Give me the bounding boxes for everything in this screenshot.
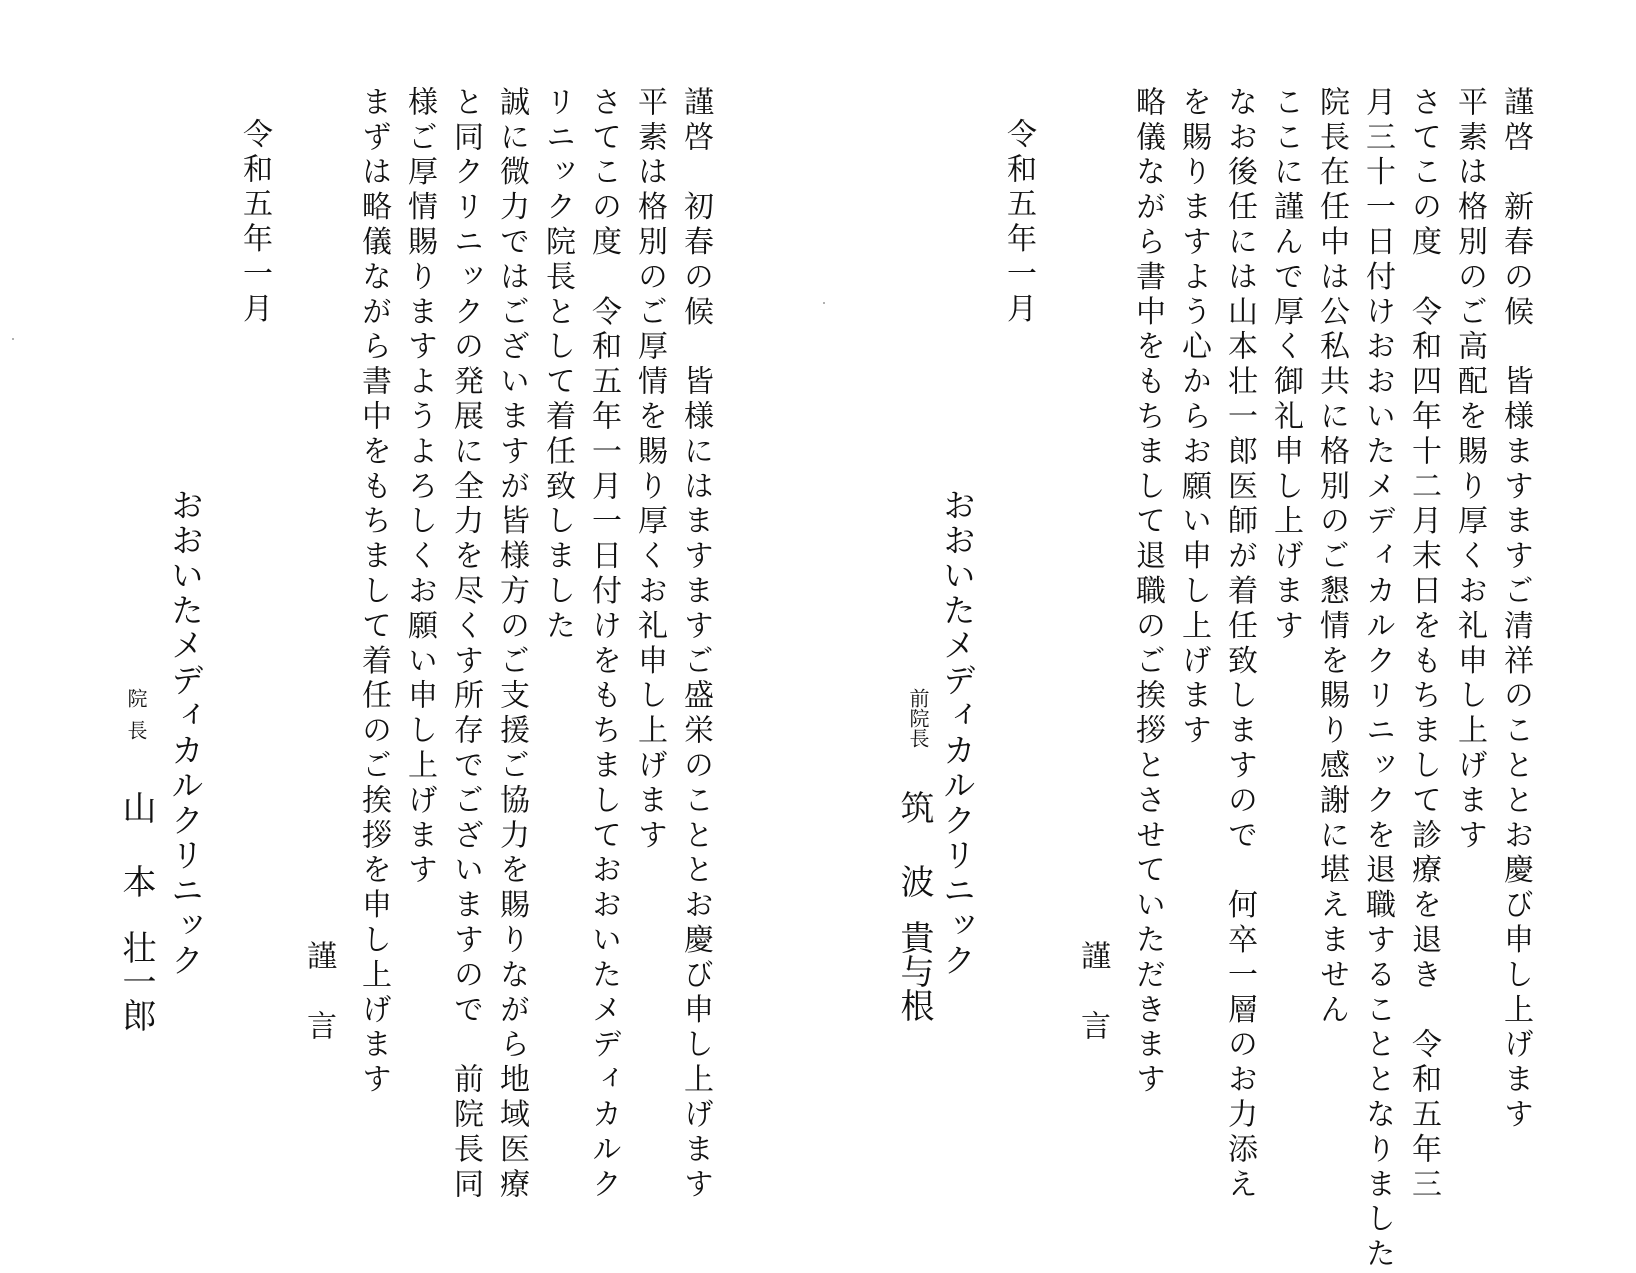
- letter1-line-1: 謹啓 新春の候 皆様ますますご清祥のこととお慶び申し上げます: [1498, 86, 1533, 1133]
- letter1-clinic-name: おおいたメディカルクリニック: [938, 488, 977, 978]
- letter1-line-5: 院長在任中は公私共に格別のご懇情を賜り感謝に堪えません: [1314, 86, 1349, 1029]
- letter1-closing: 謹言: [1075, 940, 1110, 1080]
- letter2-line-2: 平素は格別のご厚情を賜り厚くお礼申し上げます: [632, 86, 667, 854]
- letter1-signer-role: 前院長: [906, 688, 930, 748]
- letter2-date: 令和五年一月: [237, 118, 272, 328]
- letter1-line-4: 月三十一日付けおおいたメディカルクリニックを退職することとなりました: [1360, 86, 1395, 1273]
- letter2-line-7: 様ご厚情賜りますようよろしくお願い申し上げます: [402, 86, 437, 889]
- letter2-clinic-name: おおいたメディカルクリニック: [166, 488, 205, 978]
- letter1-signer-given-name: 貴与根: [894, 920, 934, 1022]
- letter1-signer-family-name: 筑波: [894, 790, 934, 938]
- letter1-line-9: 略儀ながら書中をもちまして退職のご挨拶とさせていただきます: [1130, 86, 1165, 1099]
- letter1-line-2: 平素は格別のご高配を賜り厚くお礼申し上げます: [1452, 86, 1487, 854]
- letter1-line-7: なお後任には山本壮一郎医師が着任致しますので 何卒一層のお力添え: [1222, 86, 1257, 1203]
- scan-speck: [823, 302, 825, 304]
- letter1-line-8: を賜りますよう心からお願い申し上げます: [1176, 86, 1211, 750]
- letter2-line-8: まずは略儀ながら書中をもちまして着任のご挨拶を申し上げます: [356, 86, 391, 1099]
- letter2-signer-role: 院長: [124, 688, 148, 752]
- scan-speck: [12, 338, 14, 340]
- letter2-line-3: さてこの度 令和五年一月一日付けをもちましておおいたメディカルク: [586, 86, 621, 1203]
- letter1-date: 令和五年一月: [1001, 118, 1036, 328]
- letter2-line-1: 謹啓 初春の候 皆様にはますますご盛栄のこととお慶び申し上げます: [678, 86, 713, 1203]
- letter1-line-3: さてこの度 令和四年十二月末日をもちまして診療を退き 令和五年三: [1406, 86, 1441, 1203]
- letter2-closing: 謹言: [301, 940, 336, 1080]
- letter2-line-6: と同クリニックの発展に全力を尽くす所存でございますので 前院長同: [448, 86, 483, 1203]
- letter2-signer-family-name: 山本: [116, 790, 156, 938]
- letter2-line-5: 誠に微力ではございますが皆様方のご支援ご協力を賜りながら地域医療: [494, 86, 529, 1203]
- letter2-signer-given-name: 壮一郎: [116, 930, 156, 1032]
- letter2-line-4: リニック院長として着任致しました: [540, 86, 575, 645]
- letter1-line-6: ここに謹んで厚く御礼申し上げます: [1268, 86, 1303, 645]
